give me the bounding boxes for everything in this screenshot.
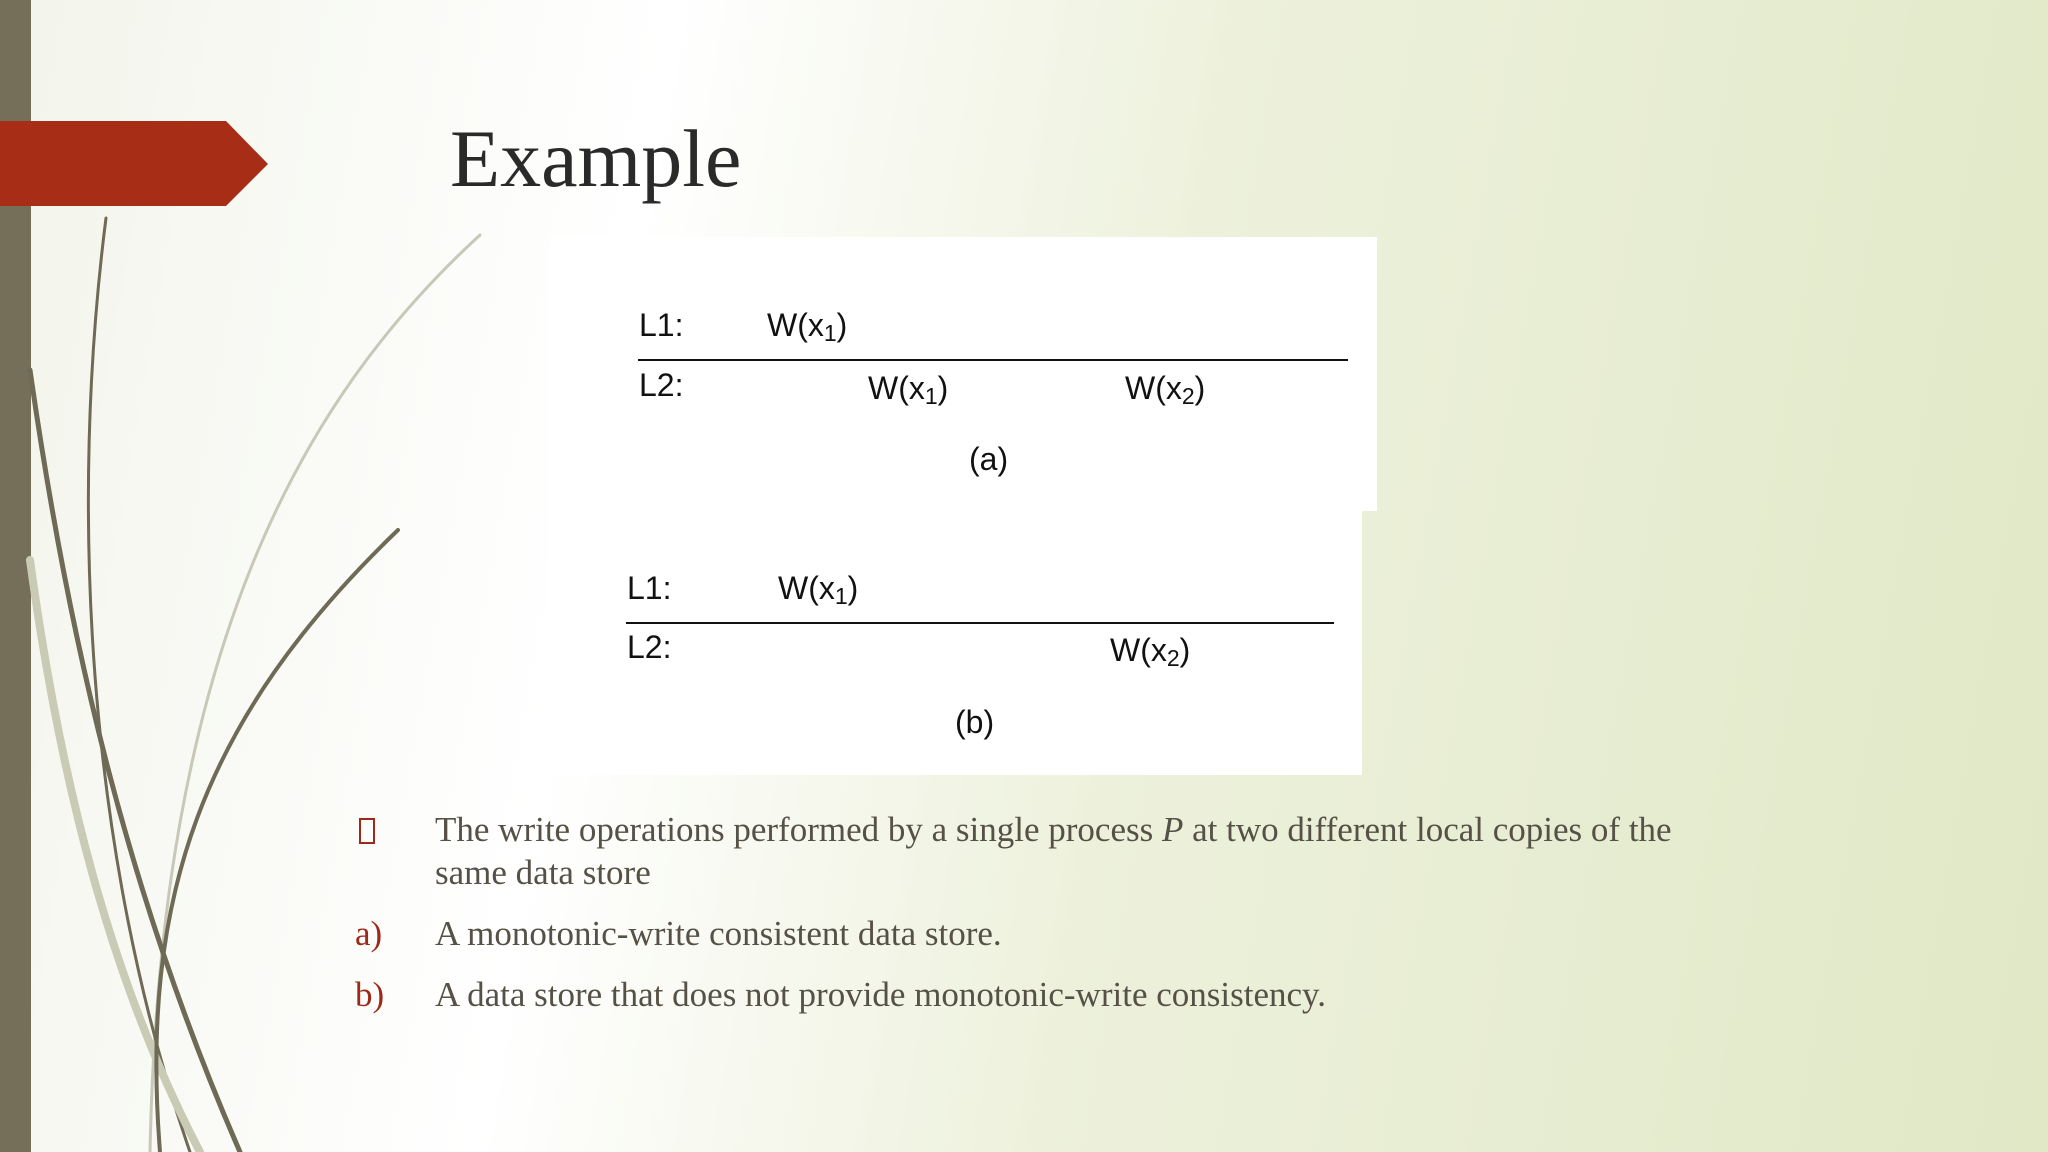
title-arrow-shape [0, 121, 268, 206]
diagram-a-row2-label: L2: [639, 367, 684, 403]
diagram-b-row1-op1: $W(x_1)$ [778, 570, 859, 609]
bullet-item-description [355, 808, 1735, 894]
diagram-a [550, 237, 1377, 511]
bullet-item-a [355, 912, 1735, 955]
diagram-a-row1-label: L1: [639, 307, 684, 343]
diagram-b [550, 511, 1362, 775]
bullet-item-b [355, 973, 1735, 1016]
bullet-text-a: A monotonic-write consistent data store. [435, 914, 1002, 953]
diagram-b-caption: (b) [955, 704, 995, 740]
bullet-text-part: The write operations performed by a single process P at two different local copies of the same data store [435, 810, 1672, 892]
diagram-a-row2-op2: $W(x_2)$ [1125, 370, 1206, 409]
diagram-b-row2-label: L2: [627, 629, 672, 665]
slide-title: Example [450, 113, 742, 204]
diagram-a-divider-line [638, 359, 1348, 361]
bullet-text-description [435, 808, 1735, 894]
bullet-marker-icon [359, 818, 375, 844]
diagram-a-row2-op1: $W(x_1)$ [868, 370, 949, 409]
diagram-a-caption: (a) [969, 441, 1009, 477]
diagram-a-row1-op1: $W(x_1)$ [767, 307, 848, 346]
bullet-marker-b: b) [355, 975, 385, 1014]
diagram-b-divider-line [626, 622, 1334, 624]
bullet-marker-a: a) [355, 914, 383, 953]
diagram-b-row1-label: L1: [627, 570, 672, 606]
diagram-b-row2-op1: $W(x_2)$ [1110, 632, 1191, 671]
bullet-list [355, 808, 1735, 1034]
bullet-text-b: A data store that does not provide monotonic-write consistency. [435, 975, 1326, 1014]
